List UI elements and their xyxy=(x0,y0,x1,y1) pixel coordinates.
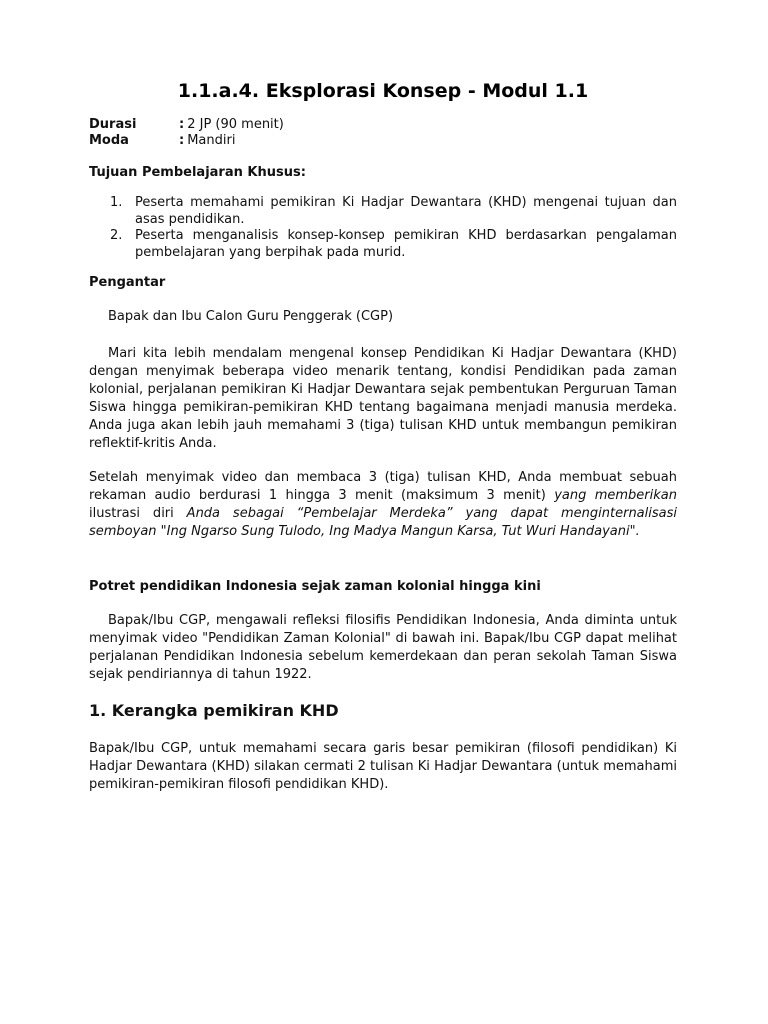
paragraph-kerangka: Bapak/Ibu CGP, untuk memahami secara garis besar pemikiran (filosofi pendidikan) Ki Hadjar Dewantara (KHD) silakan cermati 2 tulisan Ki Hadjar Dewantara (untuk memahami pemikiran-pemikiran filosofi pendidikan KHD). xyxy=(89,741,677,792)
meta-value: 2 JP (90 menit) xyxy=(187,117,284,132)
paragraph-text: ilustrasi diri xyxy=(89,506,187,521)
list-item-text: Peserta menganalisis konsep-konsep pemikiran KHD berdasarkan pengalaman pembelajaran yang berpihak pada murid. xyxy=(135,228,677,260)
list-item xyxy=(110,195,677,228)
meta-key: Durasi xyxy=(89,117,137,132)
meta-colon: : xyxy=(179,117,185,132)
paragraph-intro: Mari kita lebih mendalam mengenal konsep Pendidikan Ki Hadjar Dewantara (KHD) dengan menyimak beberapa video menarik tentang, kondisi Pendidikan pada zaman kolonial, perjalanan pemikiran Ki Hadjar Dewantara sejak pembentukan Perguruan Taman Siswa hingga pemikiran-pemikiran KHD tentang bagaimana menjadi manusia merdeka. Anda juga akan lebih jauh memahami 3 (tiga) tulisan KHD untuk membangun pemikiran reflektif-kritis Anda. xyxy=(89,346,677,451)
meta-colon: : xyxy=(179,133,185,148)
meta-block xyxy=(89,117,284,149)
paragraph-text: Setelah menyimak video dan membaca 3 (tiga) tulisan KHD, Anda membuat sebuah rekaman audio berdurasi 1 hingga 3 menit (maksimum 3 menit) xyxy=(89,470,677,503)
meta-row-moda xyxy=(89,133,284,149)
potret-heading: Potret pendidikan Indonesia sejak zaman kolonial hingga kini xyxy=(89,579,541,594)
list-item xyxy=(110,228,677,261)
tujuan-list xyxy=(110,195,677,261)
meta-row-durasi xyxy=(89,117,284,133)
meta-key: Moda xyxy=(89,133,129,148)
section-heading: 1. Kerangka pemikiran KHD xyxy=(89,701,339,720)
greeting-text: Bapak dan Ibu Calon Guru Penggerak (CGP) xyxy=(108,309,394,324)
paragraph-italic-text: yang memberikan xyxy=(554,488,677,503)
paragraph-task xyxy=(89,469,677,541)
meta-value: Mandiri xyxy=(187,133,236,148)
paragraph-potret: Bapak/Ibu CGP, mengawali refleksi filosifis Pendidikan Indonesia, Anda diminta untuk menyimak video "Pendidikan Zaman Kolonial" di bawah ini. Bapak/Ibu CGP dapat melihat perjalanan Pendidikan Indonesia sebelum kemerdekaan dan peran sekolah Taman Siswa sejak pendiriannya di tahun 1922. xyxy=(89,613,677,682)
tujuan-heading: Tujuan Pembelajaran Khusus: xyxy=(89,165,306,180)
list-item-text: Peserta memahami pemikiran Ki Hadjar Dewantara (KHD) mengenai tujuan dan asas pendidikan. xyxy=(135,195,677,227)
list-number: 2. xyxy=(110,228,123,243)
document-title: 1.1.a.4. Eksplorasi Konsep - Modul 1.1 xyxy=(177,80,589,102)
list-number: 1. xyxy=(110,195,123,210)
pengantar-heading: Pengantar xyxy=(89,275,166,290)
paragraph-italic-text: Anda sebagai “Pembelajar Merdeka” yang dapat menginternalisasi semboyan "Ing Ngarso Sung Tulodo, Ing Madya Mangun Karsa, Tut Wuri Handayani". xyxy=(89,506,677,539)
